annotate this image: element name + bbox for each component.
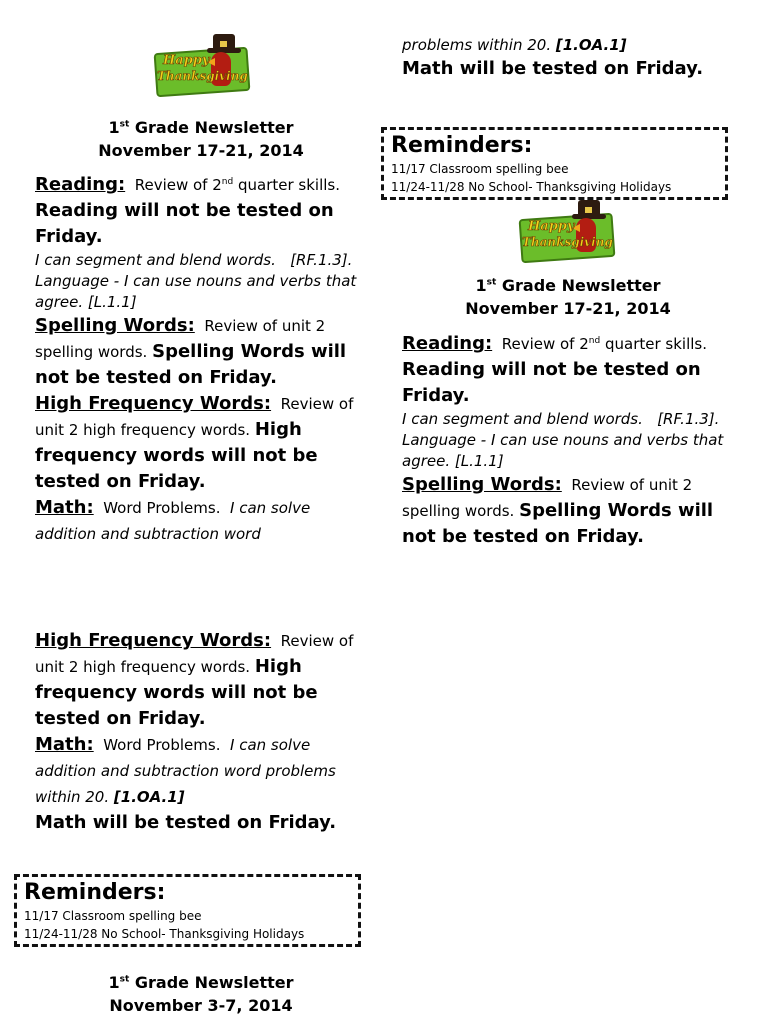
language-text: Language - I can use nouns and verbs that agree. [L.1.1]: [35, 272, 357, 311]
reading-text-pre-right: Review of 2: [501, 335, 589, 353]
newsletter-title-text-lower: Grade Newsletter: [134, 973, 294, 992]
spelling-bold-right: Spelling Words will not be tested on Friday.: [402, 500, 714, 547]
grade-sup-right: st: [486, 277, 497, 288]
reading-heading: Reading:: [35, 174, 126, 195]
newsletter-title-right: 1st Grade Newsletter: [475, 276, 661, 295]
reading-ital: I can segment and blend words.: [35, 251, 276, 269]
cont-bold: Math will be tested on Friday.: [402, 58, 704, 79]
math-text-lower: Word Problems.: [103, 736, 221, 754]
reminder-item: 11/17 Classroom spelling bee: [391, 162, 569, 176]
hf-heading: High Frequency Words:: [35, 393, 272, 414]
math-heading-lower: Math:: [35, 734, 94, 755]
reminders-title: Reminders:: [391, 133, 533, 158]
math-heading: Math:: [35, 497, 94, 518]
spelling-text-right: Review of unit 2 spelling words.: [402, 476, 693, 520]
cont-line: [402, 34, 742, 56]
hf-section: [35, 391, 368, 495]
thanksgiving-logo: [155, 32, 247, 100]
newsletter-date: November 17-21, 2014: [98, 141, 304, 160]
spelling-text: Review of unit 2 spelling words.: [35, 317, 326, 361]
reading-heading-right: Reading:: [402, 333, 493, 354]
hf-heading-lower: High Frequency Words:: [35, 630, 272, 651]
math-section: [35, 495, 368, 547]
newsletter-body-right: [402, 331, 735, 550]
reading-bold: Reading will not be tested on Friday.: [35, 200, 334, 247]
reminder-item: 11/17 Classroom spelling bee: [24, 909, 202, 923]
grade-sup-lower: st: [119, 974, 130, 985]
hf-bold-lower: High frequency words will not be tested on Friday.: [35, 656, 318, 729]
newsletter-title-text: Grade Newsletter: [134, 118, 294, 137]
newsletter-title-lower: 1st Grade Newsletter: [108, 973, 294, 992]
newsletter-title-text-right: Grade Newsletter: [501, 276, 661, 295]
continuation-text: [402, 34, 742, 82]
math-ital-lower: I can solve addition and subtraction word problems within 20.: [35, 736, 336, 806]
logo-hat-buckle: [220, 41, 227, 47]
logo-text-happy: Happy: [528, 219, 575, 234]
reading-section: [35, 172, 368, 250]
spelling-section-right: [402, 472, 735, 550]
reading-text-post-right: quarter skills.: [604, 335, 708, 353]
logo-hat-buckle: [585, 207, 592, 213]
logo-text-thanksgiving: Thanksgiving: [522, 235, 613, 249]
newsletter-header-lower: [40, 971, 362, 1017]
newsletter-date-right: November 17-21, 2014: [465, 299, 671, 318]
reading-text-post: quarter skills.: [237, 176, 341, 194]
reading-std-right: [RF.1.3].: [657, 410, 720, 428]
thanksgiving-logo-right: [520, 198, 612, 266]
reminder-item: 11/24-11/28 No School- Thanksgiving Holidays: [391, 180, 672, 194]
reading-sup: nd: [221, 177, 234, 187]
logo-text-happy: Happy: [163, 53, 210, 68]
reading-sup-right: nd: [588, 336, 601, 346]
language-text-right: Language - I can use nouns and verbs that agree. [L.1.1]: [402, 431, 724, 470]
hf-bold: High frequency words will not be tested on Friday.: [35, 419, 318, 492]
reading-bold-right: Reading will not be tested on Friday.: [402, 359, 701, 406]
cont-std: [1.OA.1]: [555, 36, 627, 54]
math-bold-lower: Math will be tested on Friday.: [35, 812, 337, 833]
reading-standards-right: [402, 409, 735, 472]
reminder-item: 11/24-11/28 No School- Thanksgiving Holidays: [24, 927, 305, 941]
reading-std: [RF.1.3].: [290, 251, 353, 269]
spelling-section: [35, 313, 368, 391]
newsletter-header: [40, 116, 362, 162]
math-ital: I can solve addition and subtraction word: [35, 499, 311, 543]
reminders-box-lower: [14, 874, 361, 947]
logo-text-thanksgiving: Thanksgiving: [157, 69, 248, 83]
newsletter-body: [35, 172, 368, 547]
grade-sup: st: [119, 119, 130, 130]
reading-text-pre: Review of 2: [134, 176, 222, 194]
newsletter-body-lower: [35, 628, 368, 836]
spelling-bold: Spelling Words will not be tested on Friday.: [35, 341, 347, 388]
cont-ital: problems within 20.: [402, 36, 552, 54]
reading-standards: [35, 250, 368, 313]
math-std-lower: [1.OA.1]: [113, 788, 185, 806]
math-text: Word Problems.: [103, 499, 221, 517]
reading-ital-right: I can segment and blend words.: [402, 410, 643, 428]
hf-text: Review of unit 2 high frequency words.: [35, 395, 354, 439]
newsletter-title: 1st Grade Newsletter: [108, 118, 294, 137]
newsletter-header-right: [406, 274, 730, 320]
reminders-title-lower: Reminders:: [24, 880, 166, 905]
hf-text-lower: Review of unit 2 high frequency words.: [35, 632, 354, 676]
math-section-lower: [35, 732, 368, 810]
hf-section-lower: [35, 628, 368, 732]
reminders-box: [381, 127, 728, 200]
newsletter-date-lower: November 3-7, 2014: [109, 996, 293, 1015]
spelling-heading: Spelling Words:: [35, 315, 195, 336]
spelling-heading-right: Spelling Words:: [402, 474, 562, 495]
reading-section-right: [402, 331, 735, 409]
